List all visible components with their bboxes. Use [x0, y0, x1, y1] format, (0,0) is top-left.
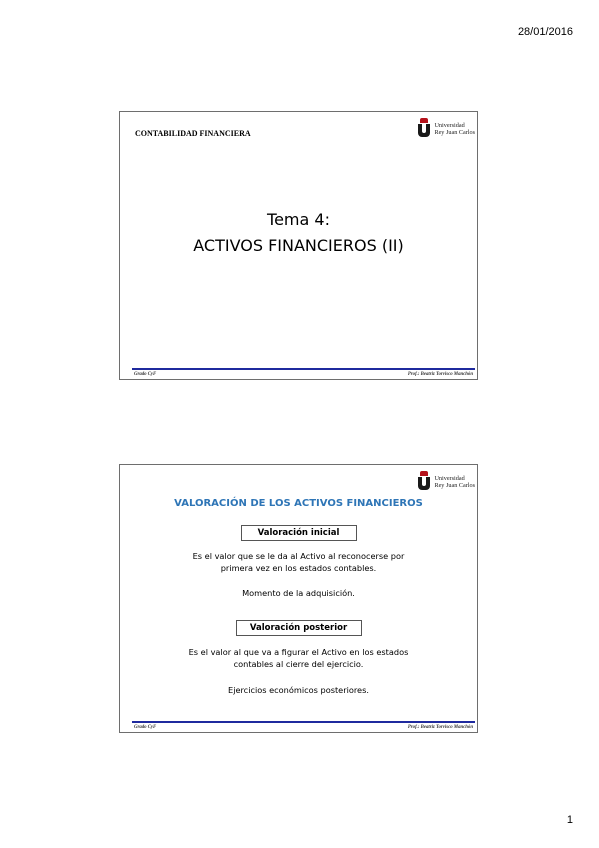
slide-title-line2: ACTIVOS FINANCIEROS (II) [193, 236, 404, 255]
footer-degree: Grado CyF [134, 725, 157, 730]
page-date: 28/01/2016 [517, 26, 573, 38]
footer-degree: Grado CyF [134, 372, 157, 377]
initial-valuation-label: Valoración inicial [241, 525, 357, 541]
university-crest-icon [417, 471, 431, 491]
slide-title-line1: Tema 4: [267, 210, 330, 229]
university-logo-text: Universidad Rey Juan Carlos [434, 475, 475, 489]
initial-valuation-description: Es el valor que se le da al Activo al reconocerse por primera vez en los estados contables. [192, 551, 405, 573]
footer-professor: Prof.: Beatriz Torvisco Manchón [407, 372, 473, 377]
slide-title-thumbnail [119, 111, 478, 380]
slide-valuation-thumbnail [119, 464, 478, 733]
posterior-valuation-description: Es el valor al que va a figurar el Activo en los estados contables al cierre del ejercicio. [188, 647, 409, 669]
university-logo [417, 118, 475, 138]
posterior-valuation-label: Valoración posterior [236, 620, 362, 636]
course-title: CONTABILIDAD FINANCIERA [135, 129, 251, 138]
subsequent-exercises-text: Ejercicios económicos posteriores. [228, 685, 369, 695]
university-logo-text: Universidad Rey Juan Carlos [434, 122, 475, 136]
university-crest-icon [417, 118, 431, 138]
university-logo [417, 471, 475, 491]
section-heading: VALORACIÓN DE LOS ACTIVOS FINANCIEROS [174, 498, 423, 509]
footer-professor: Prof.: Beatriz Torvisco Manchón [407, 725, 473, 730]
acquisition-moment-text: Momento de la adquisición. [242, 588, 355, 598]
footer-divider [132, 721, 475, 723]
page-number: 1 [566, 814, 573, 826]
footer-divider [132, 368, 475, 370]
